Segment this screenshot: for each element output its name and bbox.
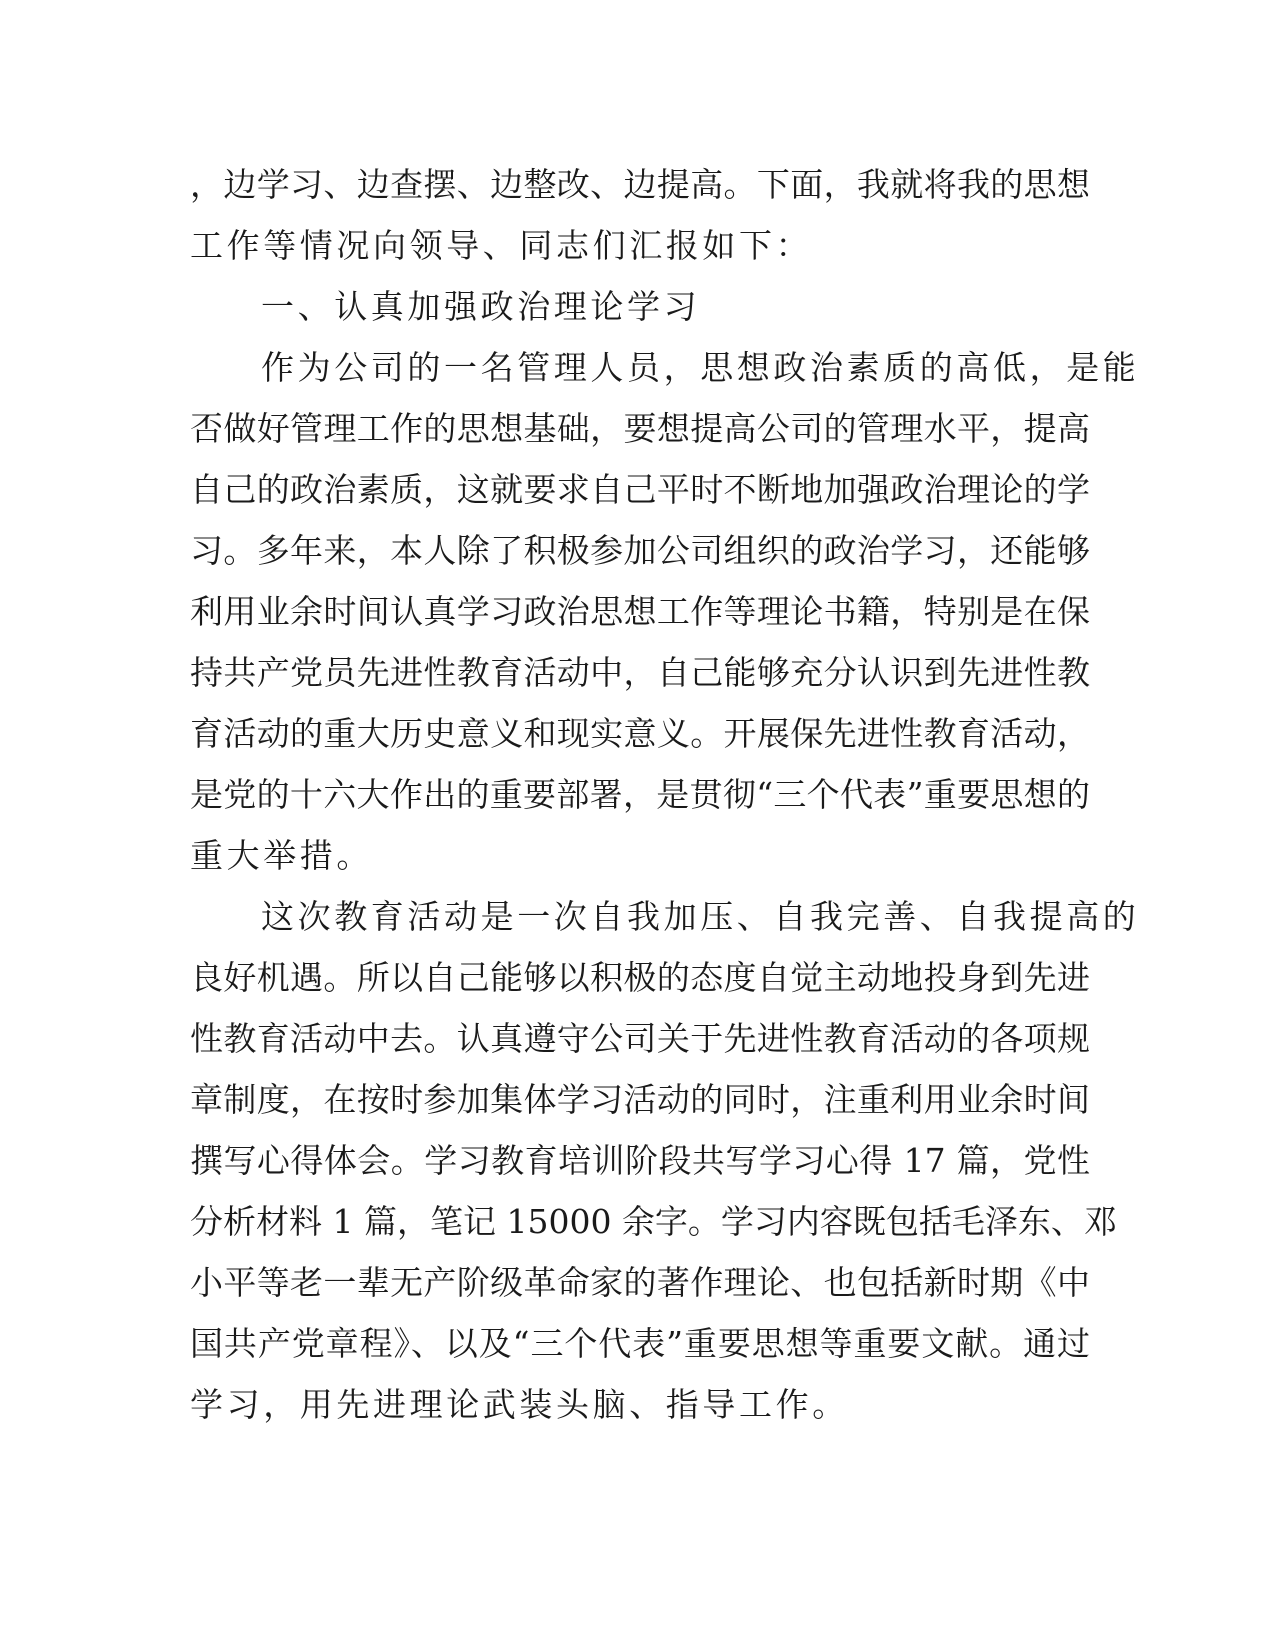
text-line: 性教育活动中去。认真遵守公司关于先进性教育活动的各项规 [190, 1019, 1090, 1058]
text-line: 作为公司的一名管理人员，思想政治素质的高低，是能 [261, 348, 1140, 387]
text-line: 育活动的重大历史意义和现实意义。开展保先进性教育活动， [190, 714, 1090, 753]
text-line: 自己的政治素质，这就要求自己平时不断地加强政治理论的学 [190, 470, 1090, 509]
text-line: 学习，用先进理论武装头脑、指导工作。 [190, 1385, 849, 1424]
text-line: 章制度，在按时参加集体学习活动的同时，注重利用业余时间 [190, 1080, 1090, 1119]
text-line: 重大举措。 [190, 836, 373, 875]
text-line: 撰写心得体会。学习教育培训阶段共写学习心得 17 篇，党性 [190, 1141, 1090, 1180]
text-line: 这次教育活动是一次自我加压、自我完善、自我提高的 [261, 897, 1140, 936]
text-line: 持共产党员先进性教育活动中，自己能够充分认识到先进性教 [190, 653, 1090, 692]
section-heading: 一、认真加强政治理论学习 [261, 287, 701, 326]
text-line: 分析材料 1 篇，笔记 15000 余字。学习内容既包括毛泽东、邓 [190, 1202, 1117, 1241]
text-line: 工作等情况向领导、同志们汇报如下： [190, 226, 813, 265]
text-line: 是党的十六大作出的重要部署，是贯彻“三个代表”重要思想的 [190, 775, 1090, 814]
text-line: 国共产党章程》、以及“三个代表”重要思想等重要文献。通过 [190, 1324, 1090, 1363]
text-line: 习。多年来，本人除了积极参加公司组织的政治学习，还能够 [190, 531, 1090, 570]
text-line: 否做好管理工作的思想基础，要想提高公司的管理水平，提高 [190, 409, 1090, 448]
text-line: ，边学习、边查摆、边整改、边提高。下面，我就将我的思想 [190, 165, 1090, 204]
document-body [190, 154, 1140, 1435]
text-line: 良好机遇。所以自己能够以积极的态度自觉主动地投身到先进 [190, 958, 1090, 997]
text-line: 小平等老一辈无产阶级革命家的著作理论、也包括新时期《中 [190, 1263, 1090, 1302]
text-line: 利用业余时间认真学习政治思想工作等理论书籍，特别是在保 [190, 592, 1090, 631]
